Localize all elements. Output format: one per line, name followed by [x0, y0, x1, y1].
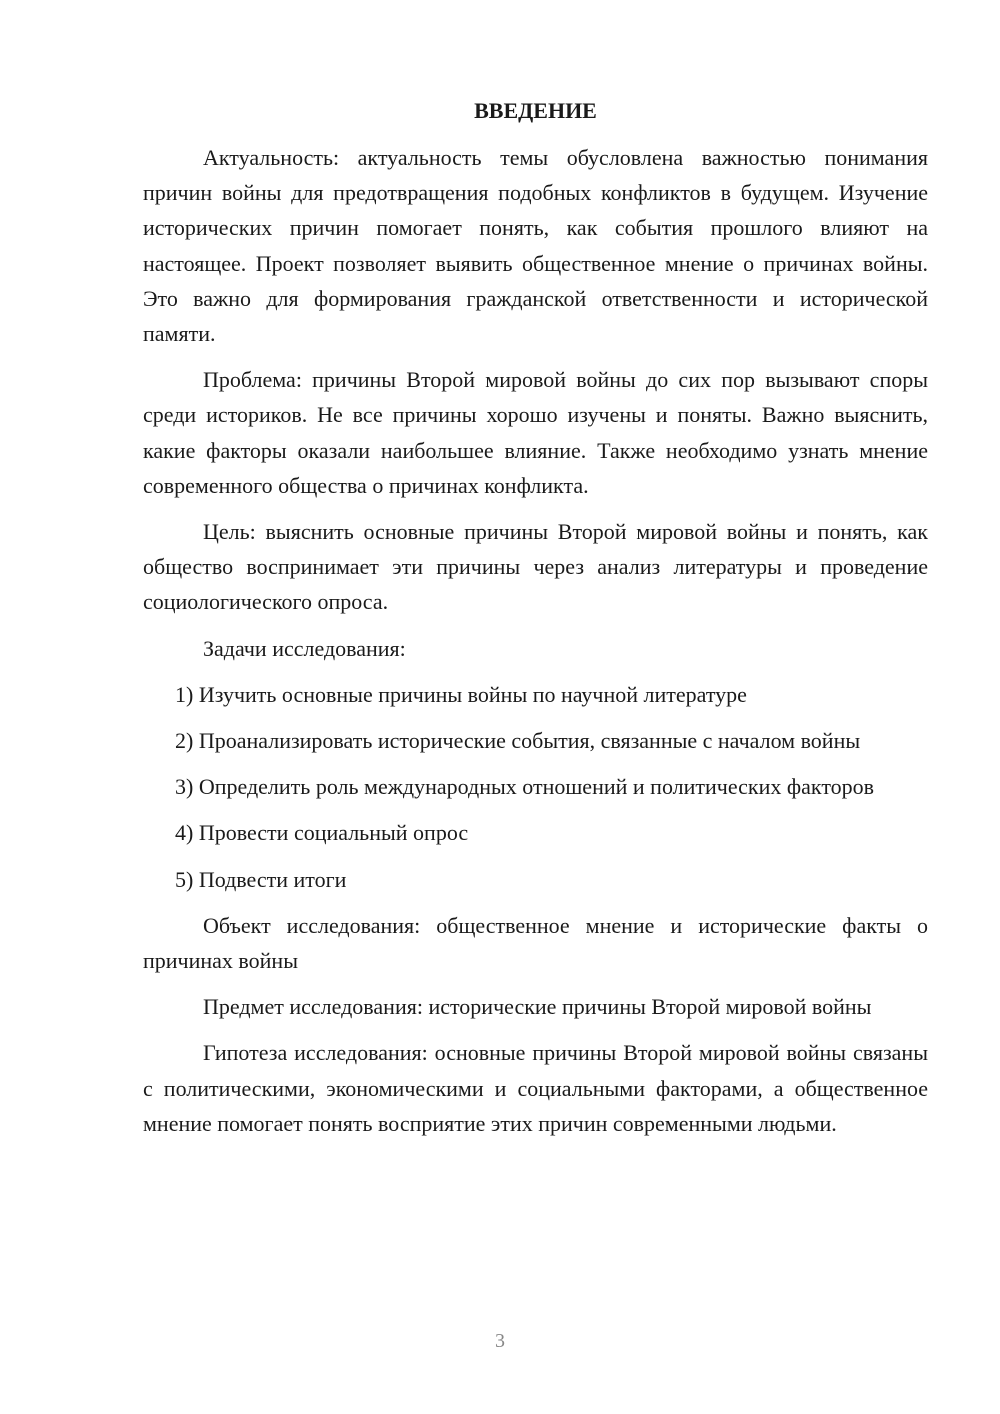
document-page — [143, 93, 928, 1152]
list-item-task-4: 4) Провести социальный опрос — [175, 820, 469, 846]
list-item-task-2: 2) Проанализировать исторические события, связанные с началом войны — [175, 728, 861, 754]
paragraph-object: Объект исследования: общественное мнение и исторические факты о причинах войны — [143, 912, 928, 974]
page-number: 3 — [495, 1330, 505, 1352]
list-item-task-1: 1) Изучить основные причины войны по научной литературе — [175, 681, 747, 707]
section-title: ВВЕДЕНИЕ — [474, 98, 597, 123]
paragraph-subject: Предмет исследования: исторические причины Второй мировой войны — [203, 994, 872, 1020]
paragraph-relevance: Актуальность: актуальность темы обусловлена важностью понимания причин войны для предотвращения подобных конфликтов в будущем. Изучение исторических причин помогает понять, как события прошлого влияют на настоящее. Проект позволяет выявить общественное мнение о причинах войны. Это важно для формирования гражданской ответственности и исторической памяти. — [143, 145, 928, 347]
paragraph-hypothesis: Гипотеза исследования: основные причины Второй мировой войны связаны с политическими, экономическими и социальными факторами, а общественное мнение помогает понять восприятие этих причин современными людьми. — [143, 1040, 928, 1136]
paragraph-problem: Проблема: причины Второй мировой войны до сих пор вызывают споры среди историков. Не все причины хорошо изучены и поняты. Важно выяснить, какие факторы оказали наибольшее влияние. Также необходимо узнать мнение современного общества о причинах конфликта. — [143, 367, 928, 498]
list-item-task-5: 5) Подвести итоги — [175, 866, 347, 892]
paragraph-goal: Цель: выяснить основные причины Второй мировой войны и понять, как общество воспринимает эти причины через анализ литературы и проведение социологического опроса. — [143, 519, 928, 615]
list-item-task-3: 3) Определить роль международных отношений и политических факторов — [175, 774, 875, 800]
paragraph-tasks-heading: Задачи исследования: — [203, 635, 406, 661]
